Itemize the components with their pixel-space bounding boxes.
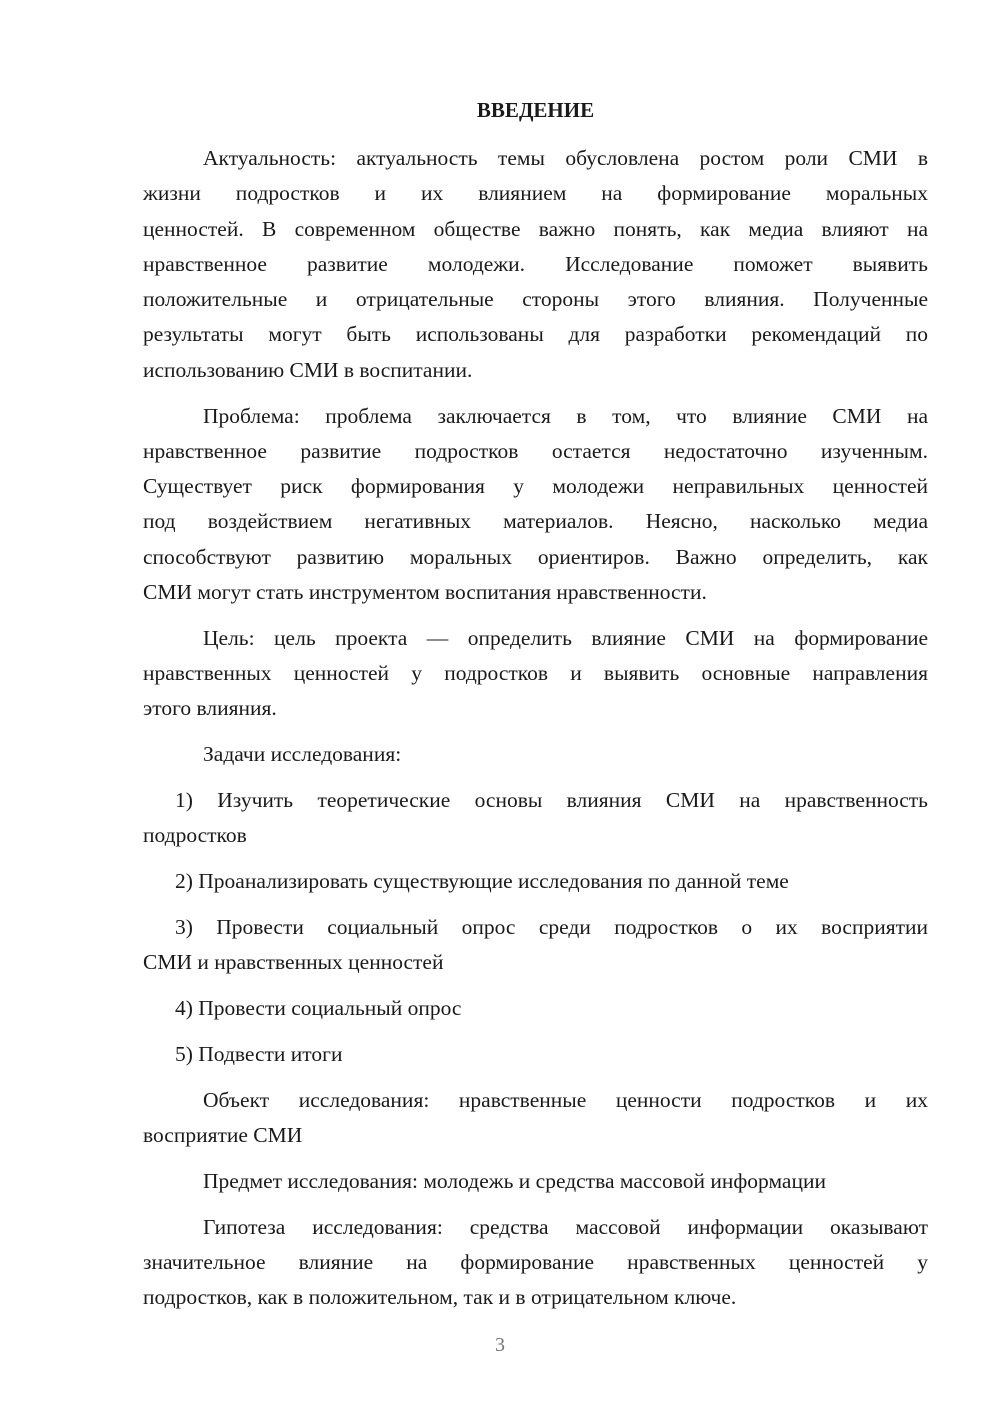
- text-line: нравственных ценностей у подростков и выявить основные направления: [143, 661, 928, 686]
- task-list-item: [143, 864, 928, 899]
- text-line: ценностей. В современном обществе важно понять, как медиа влияют на: [143, 216, 928, 241]
- text-line: подростков: [143, 823, 247, 848]
- text-line: Проблема: проблема заключается в том, что влияние СМИ на: [203, 403, 928, 428]
- paragraph: [143, 1083, 928, 1154]
- paragraph: [143, 737, 928, 772]
- paragraph: [143, 1210, 928, 1316]
- text-line: нравственное развитие подростков остается недостаточно изученным.: [143, 438, 928, 463]
- task-list-item: [143, 1037, 928, 1072]
- text-line: способствуют развитию моральных ориентиров. Важно определить, как: [143, 544, 928, 569]
- text-line: использованию СМИ в воспитании.: [143, 357, 473, 382]
- page-number: 3: [495, 1334, 505, 1356]
- task-list-item: [143, 991, 928, 1026]
- paragraph: [143, 141, 928, 388]
- paragraph: [143, 1164, 928, 1199]
- text-line: Предмет исследования: молодежь и средства массовой информации: [203, 1168, 826, 1193]
- paragraph: [143, 621, 928, 727]
- text-line: положительные и отрицательные стороны этого влияния. Полученные: [143, 287, 928, 312]
- text-line: этого влияния.: [143, 696, 277, 721]
- text-line: 5) Подвести итоги: [175, 1041, 343, 1066]
- text-line: СМИ могут стать инструментом воспитания нравственности.: [143, 580, 707, 605]
- document-body: [143, 141, 928, 1326]
- text-line: СМИ и нравственных ценностей: [143, 950, 444, 975]
- text-line: Существует риск формирования у молодежи неправильных ценностей: [143, 474, 928, 499]
- text-line: Задачи исследования:: [203, 742, 402, 767]
- task-list-item: [143, 783, 928, 854]
- text-line: Цель: цель проекта — определить влияние СМИ на формирование: [203, 625, 928, 650]
- task-list-item: [143, 910, 928, 981]
- paragraph: [143, 399, 928, 611]
- text-line: значительное влияние на формирование нравственных ценностей у: [143, 1249, 928, 1274]
- text-line: нравственное развитие молодежи. Исследование поможет выявить: [143, 251, 928, 276]
- text-line: Гипотеза исследования: средства массовой информации оказывают: [203, 1214, 928, 1239]
- text-line: Объект исследования: нравственные ценности подростков и их: [203, 1087, 928, 1112]
- text-line: подростков, как в положительном, так и в отрицательном ключе.: [143, 1285, 737, 1310]
- text-line: Актуальность: актуальность темы обусловлена ростом роли СМИ в: [203, 146, 928, 170]
- section-title: ВВЕДЕНИЕ: [476, 98, 595, 122]
- text-line: результаты могут быть использованы для разработки рекомендаций по: [143, 322, 928, 347]
- text-line: 1) Изучить теоретические основы влияния СМИ на нравственность: [175, 788, 928, 813]
- text-line: 2) Проанализировать существующие исследования по данной теме: [175, 869, 789, 894]
- text-line: жизни подростков и их влиянием на формирование моральных: [143, 181, 928, 206]
- text-line: восприятие СМИ: [143, 1122, 303, 1147]
- text-line: 3) Провести социальный опрос среди подростков о их восприятии: [175, 914, 928, 939]
- text-line: 4) Провести социальный опрос: [175, 996, 462, 1021]
- text-line: под воздействием негативных материалов. Неясно, насколько медиа: [143, 509, 928, 534]
